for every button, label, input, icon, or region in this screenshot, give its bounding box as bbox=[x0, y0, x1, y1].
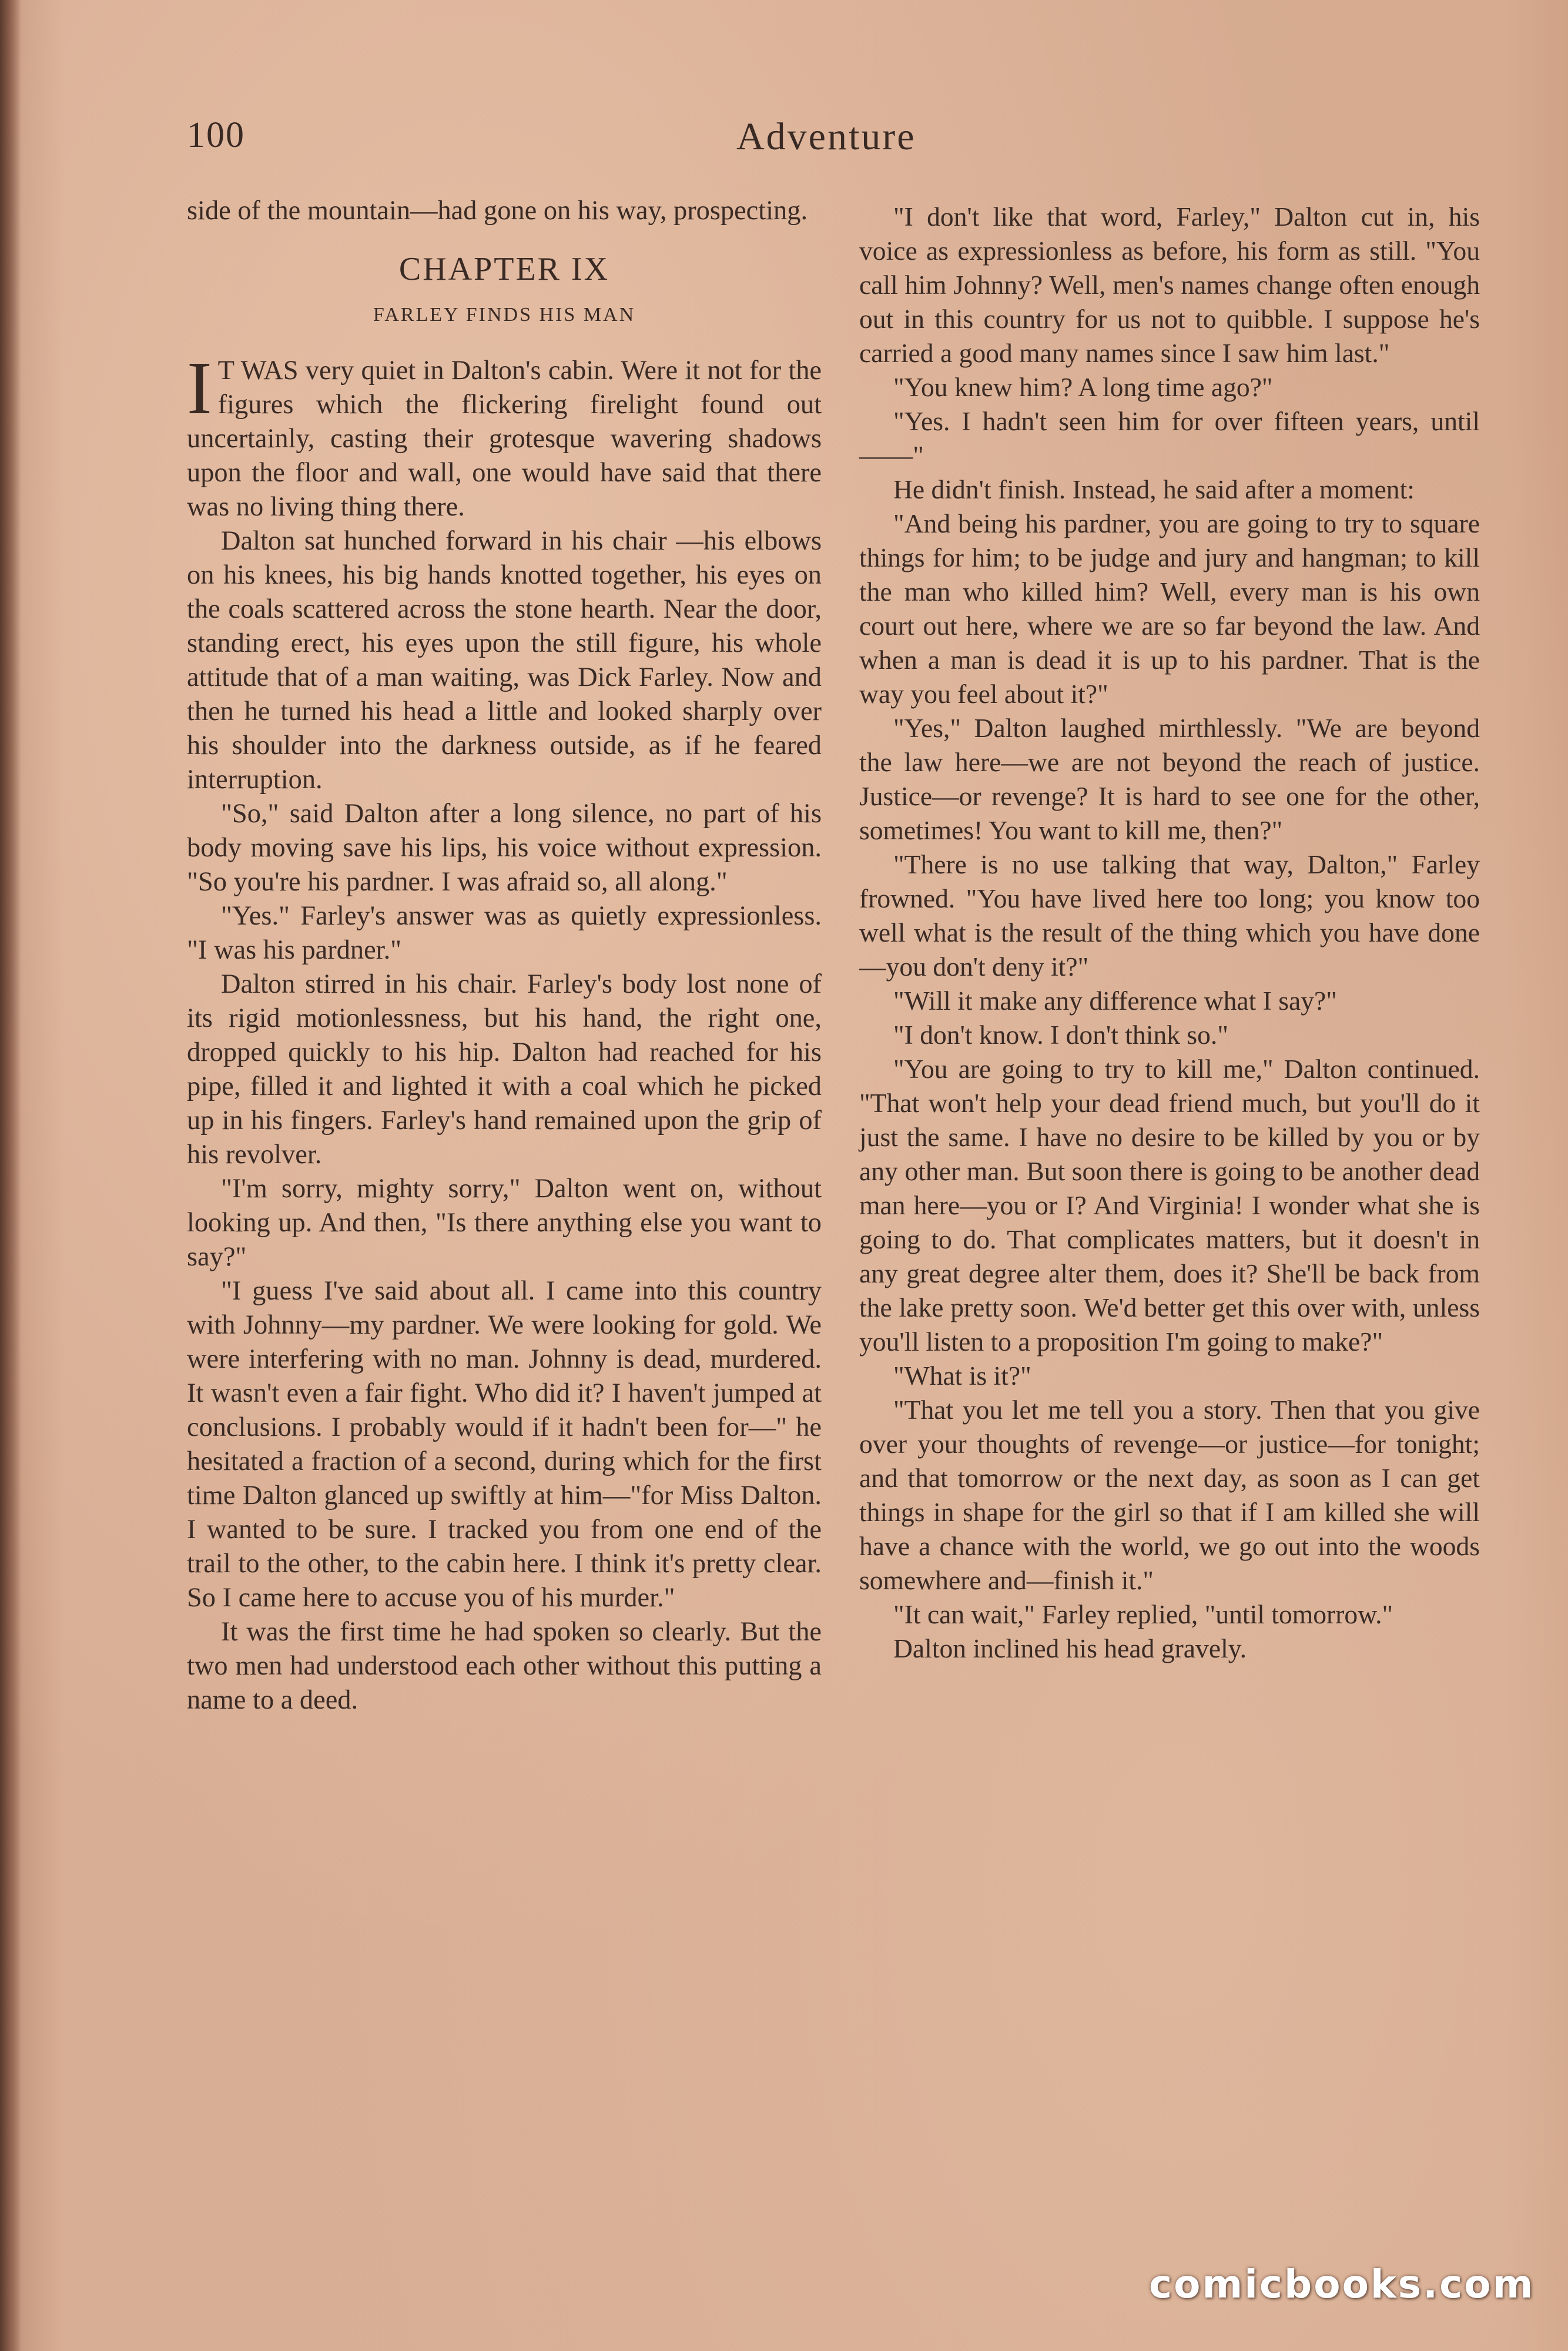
running-header bbox=[187, 115, 1492, 168]
paragraph: "Will it make any difference what I say?" bbox=[893, 986, 1337, 1016]
paragraph: "Yes." Farley's answer was as quietly expressionless. "I was his pardner." bbox=[187, 901, 822, 965]
paragraph: "Yes. I hadn't seen him for over fifteen years, until——" bbox=[859, 406, 1480, 470]
paragraph: Dalton inclined his head gravely. bbox=[893, 1633, 1247, 1663]
paragraph: "What is it?" bbox=[893, 1361, 1031, 1391]
paragraph: "I guess I've said about all. I came into this country with Johnny—my pardner. We were looking for gold. We were interfering with no man. Johnny is dead, murdered. It wasn't even a fair fight. Who did it? I haven't jumped at conclusions. I probably would if it hadn't been for—" he hesitated a fraction of a second, during which for the first time Dalton glanced up swiftly at him—"for Miss Dalton. I wanted to be sure. I tracked you from one end of the trail to the other, to the cabin here. I think it's pretty clear. So I came here to accuse you of his murder." bbox=[187, 1276, 822, 1613]
paragraph: Dalton sat hunched forward in his chair —his elbows on his knees, his big hands knotted together, his eyes on the coals scattered across the stone hearth. Near the door, standing erect, his eyes upon the still figure, his whole attitude that of a man waiting, was Dick Farley. Now and then he turned his head a little and looked sharply over his shoulder into the darkness outside, as if he feared interruption. bbox=[187, 526, 822, 795]
paragraph: "You knew him? A long time ago?" bbox=[893, 372, 1273, 402]
drop-cap: I bbox=[187, 346, 212, 430]
opening-paragraph bbox=[187, 346, 822, 524]
paragraph: Dalton stirred in his chair. Farley's body lost none of its rigid motionlessness, but his hand, the right one, dropped quickly to his hip. Dalton had reached for his pipe, filled it and lighted it with a coal which he picked up in his fingers. Farley's hand remained upon the grip of his revolver. bbox=[187, 969, 822, 1170]
paragraph: "I'm sorry, mighty sorry," Dalton went on, without looking up. And then, "Is there anything else you want to say?" bbox=[187, 1174, 822, 1272]
paragraph: "I don't know. I don't think so." bbox=[893, 1020, 1228, 1050]
binding-shadow bbox=[0, 0, 21, 2351]
paragraph: "You are going to try to kill me," Dalton continued. "That won't help your dead friend much, but you'll do it just the same. I have no desire to be killed by you or by any other man. But soon there is going to be another dead man here—you or I? And Virginia! I wonder what she is going to do. That complicates matters, but it doesn't in any great degree alter them, does it? She'll be back from the lake pretty soon. We'd better get this over with, unless you'll listen to a proposition I'm going to make?" bbox=[859, 1054, 1480, 1357]
chapter-title: CHAPTER IX bbox=[398, 251, 610, 287]
paragraph: side of the mountain—had gone on his way, prospecting. bbox=[187, 196, 808, 226]
paragraph: "It can wait," Farley replied, "until tomorrow." bbox=[893, 1599, 1393, 1629]
paragraph: "There is no use talking that way, Dalton," Farley frowned. "You have lived here too long; you know too well what is the result of the thing which you have done —you don't deny it?" bbox=[859, 849, 1480, 982]
paragraph: He didn't finish. Instead, he said after a moment: bbox=[893, 474, 1415, 504]
watermark-text: comicbooks.com bbox=[1149, 2262, 1535, 2307]
paragraph: "And being his pardner, you are going to try to square things for him; to be judge and jury and hangman; to kill the man who killed him? Well, every man is his own court out here, where we are so far beyond the law. And when a man is dead it is up to his pardner. That is the way you feel about it?" bbox=[859, 508, 1480, 709]
left-column bbox=[187, 194, 822, 1717]
paragraph: "I don't like that word, Farley," Dalton cut in, his voice as expressionless as before, his form as still. "You call him Johnny? Well, men's names change often enough out in this country for us not to quibble. I suppose he's carried a good many names since I saw him last." bbox=[859, 202, 1480, 368]
chapter-subtitle: FARLEY FINDS HIS MAN bbox=[373, 304, 636, 326]
paragraph: "So," said Dalton after a long silence, no part of his body moving save his lips, his voice without expression. "So you're his pardner. I was afraid so, all along." bbox=[187, 799, 822, 897]
paragraph: "Yes," Dalton laughed mirthlessly. "We are beyond the law here—we are not beyond the reach of justice. Justice—or revenge? It is hard to see one for the other, sometimes! You want to kill me, then?" bbox=[859, 713, 1480, 845]
paragraph: It was the first time he had spoken so clearly. But the two men had understood each other without this putting a name to a deed. bbox=[187, 1617, 822, 1715]
page-number: 100 bbox=[187, 115, 245, 155]
right-column bbox=[859, 200, 1480, 1666]
running-title: Adventure bbox=[736, 115, 916, 158]
opening-text: T WAS very quiet in Dalton's cabin. Were it not for the figures which the flickering firelight found out uncertainly, casting their grotesque wavering shadows upon the floor and wall, one would have said that there was no living thing there. bbox=[187, 356, 822, 522]
paragraph: "That you let me tell you a story. Then that you give over your thoughts of revenge—or justice—for tonight; and that tomorrow or the next day, as soon as I can get things in shape for the girl so that if I am killed she will have a chance with the world, we go out into the woods somewhere and—finish it." bbox=[859, 1395, 1480, 1595]
